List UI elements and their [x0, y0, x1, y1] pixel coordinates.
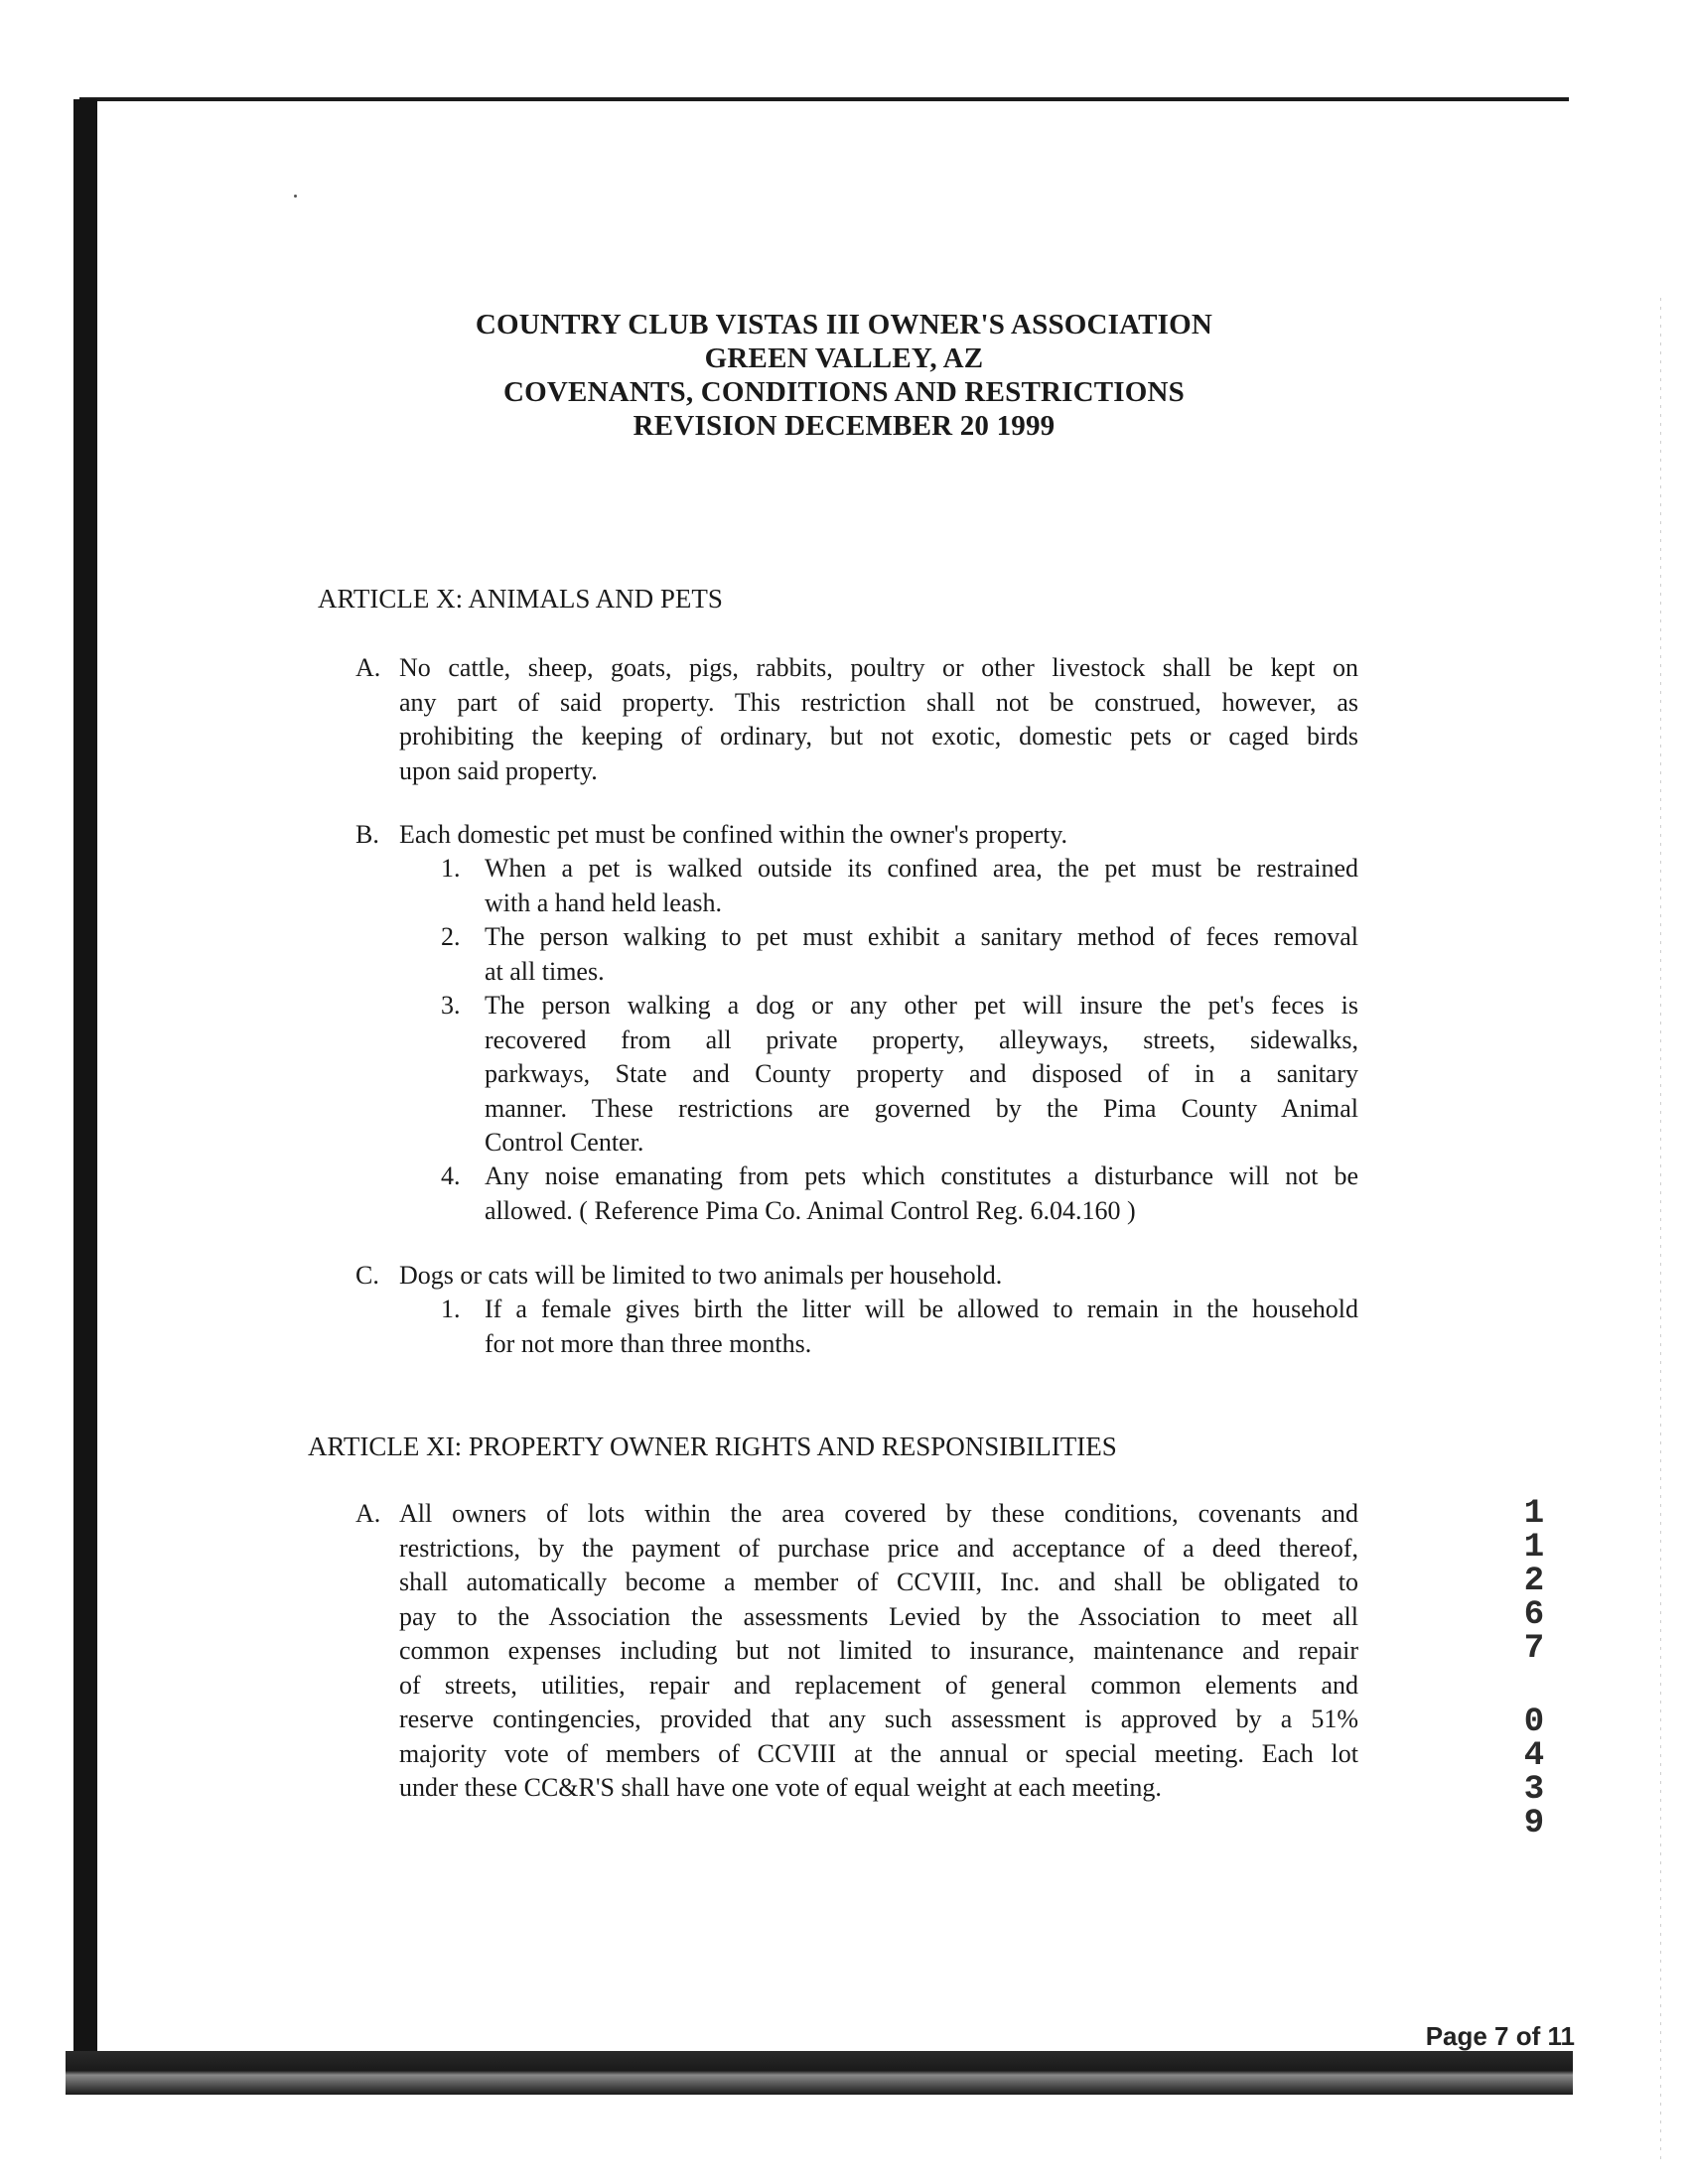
paragraph-line: restrictions, by the payment of purchase price and acceptance of a deed thereof,	[399, 1533, 1358, 1563]
header-association-name: COUNTRY CLUB VISTAS III OWNER'S ASSOCIATION	[475, 309, 1213, 341]
paragraph-line: upon said property.	[399, 755, 598, 785]
article-x-c-item-1-number: 1.	[441, 1295, 461, 1323]
page-number: Page 7 of 11	[1425, 2021, 1575, 2051]
article-xi-a-letter: A.	[355, 1499, 381, 1528]
paragraph-line: common expenses including but not limited to insurance, maintenance and repair	[399, 1636, 1358, 1665]
paragraph-line: any part of said property. This restriction shall not be construed, however, as	[399, 687, 1358, 717]
article-x-a-paragraph	[399, 651, 1358, 788]
article-x-b-item-2	[485, 920, 1358, 989]
article-x-a-letter: A.	[355, 653, 381, 682]
article-xi-a-paragraph	[399, 1497, 1358, 1806]
paragraph-line: reserve contingencies, provided that any such assessment is approved by a 51%	[399, 1705, 1358, 1733]
scan-bottom-edge	[66, 2051, 1573, 2095]
article-x-b-item-1	[485, 852, 1358, 920]
article-x-b-item-1-number: 1.	[441, 854, 461, 883]
header-location: GREEN VALLEY, AZ	[704, 342, 984, 374]
paragraph-line: at all times.	[485, 956, 605, 986]
stamp-gap	[1523, 1666, 1545, 1706]
paragraph-line: The person walking to pet must exhibit a sanitary method of feces removal	[485, 922, 1358, 951]
paragraph-line: All owners of lots within the area covered by these conditions, covenants and	[399, 1499, 1358, 1528]
paragraph-line: majority vote of members of CCVIII at the annual or special meeting. Each lot	[399, 1738, 1358, 1768]
paragraph-line: manner. These restrictions are governed by the Pima County Animal	[485, 1093, 1358, 1123]
paragraph-line: under these CC&R'S shall have one vote of equal weight at each meeting.	[399, 1773, 1162, 1802]
article-x-b-item-4	[485, 1160, 1358, 1228]
scan-left-edge	[73, 99, 97, 2065]
header-document-title: COVENANTS, CONDITIONS AND RESTRICTIONS	[502, 376, 1186, 408]
scan-top-rule	[79, 97, 1569, 101]
stamp-digit: 3	[1523, 1771, 1545, 1809]
paragraph-line: recovered from all private property, alleyways, streets, sidewalks,	[485, 1024, 1358, 1054]
stamp-digit: 1	[1523, 1495, 1545, 1533]
paragraph-line: parkways, State and County property and disposed of in a sanitary	[485, 1059, 1358, 1088]
article-x-b-item-3-number: 3.	[441, 991, 461, 1020]
document-header	[298, 308, 1390, 443]
article-x-b-letter: B.	[355, 820, 379, 849]
paragraph-line: No cattle, sheep, goats, pigs, rabbits, poultry or other livestock shall be kept on	[399, 653, 1358, 682]
article-x-b-item-4-number: 4.	[441, 1161, 461, 1190]
article-x-b-item-3	[485, 989, 1358, 1160]
scan-speck	[294, 195, 297, 198]
article-x-b-intro: Each domestic pet must be confined within the owner's property.	[399, 820, 1068, 849]
header-revision-date: REVISION DECEMBER 20 1999	[633, 410, 1056, 442]
paragraph-line: of streets, utilities, repair and replacement of general common elements and	[399, 1670, 1358, 1700]
stamp-digit: 4	[1523, 1737, 1545, 1775]
paragraph-line: The person walking a dog or any other pet will insure the pet's feces is	[485, 991, 1358, 1020]
paragraph-line: If a female gives birth the litter will be allowed to remain in the household	[485, 1295, 1358, 1323]
article-x-c-intro: Dogs or cats will be limited to two animals per household.	[399, 1261, 1003, 1290]
article-x-c-item-1	[485, 1293, 1358, 1361]
stamp-digit: 2	[1523, 1563, 1545, 1600]
stamp-digit: 6	[1523, 1596, 1545, 1634]
paragraph-line: for not more than three months.	[485, 1328, 812, 1358]
stamp-digit: 0	[1523, 1704, 1545, 1741]
article-x-c-letter: C.	[355, 1261, 379, 1290]
article-x-b-item-2-number: 2.	[441, 922, 461, 951]
paragraph-line: allowed. ( Reference Pima Co. Animal Control Reg. 6.04.160 )	[485, 1195, 1136, 1225]
paragraph-line: Any noise emanating from pets which constitutes a disturbance will not be	[485, 1161, 1358, 1190]
article-xi-heading: ARTICLE XI: PROPERTY OWNER RIGHTS AND RESPONSIBILITIES	[308, 1432, 1117, 1461]
recording-number-stamp	[1523, 1497, 1545, 1841]
paragraph-line: pay to the Association the assessments Levied by the Association to meet all	[399, 1601, 1358, 1631]
stamp-digit: 7	[1523, 1630, 1545, 1668]
paragraph-line: with a hand held leash.	[485, 887, 722, 917]
stamp-digit: 9	[1523, 1805, 1545, 1843]
stamp-digit: 1	[1523, 1529, 1545, 1567]
paragraph-line: When a pet is walked outside its confined area, the pet must be restrained	[485, 854, 1358, 883]
scan-right-edge	[1660, 298, 1661, 2164]
article-x-heading: ARTICLE X: ANIMALS AND PETS	[318, 584, 723, 614]
paragraph-line: shall automatically become a member of CCVIII, Inc. and shall be obligated to	[399, 1568, 1358, 1596]
paragraph-line: prohibiting the keeping of ordinary, but not exotic, domestic pets or caged birds	[399, 722, 1358, 751]
paragraph-line: Control Center.	[485, 1128, 644, 1157]
